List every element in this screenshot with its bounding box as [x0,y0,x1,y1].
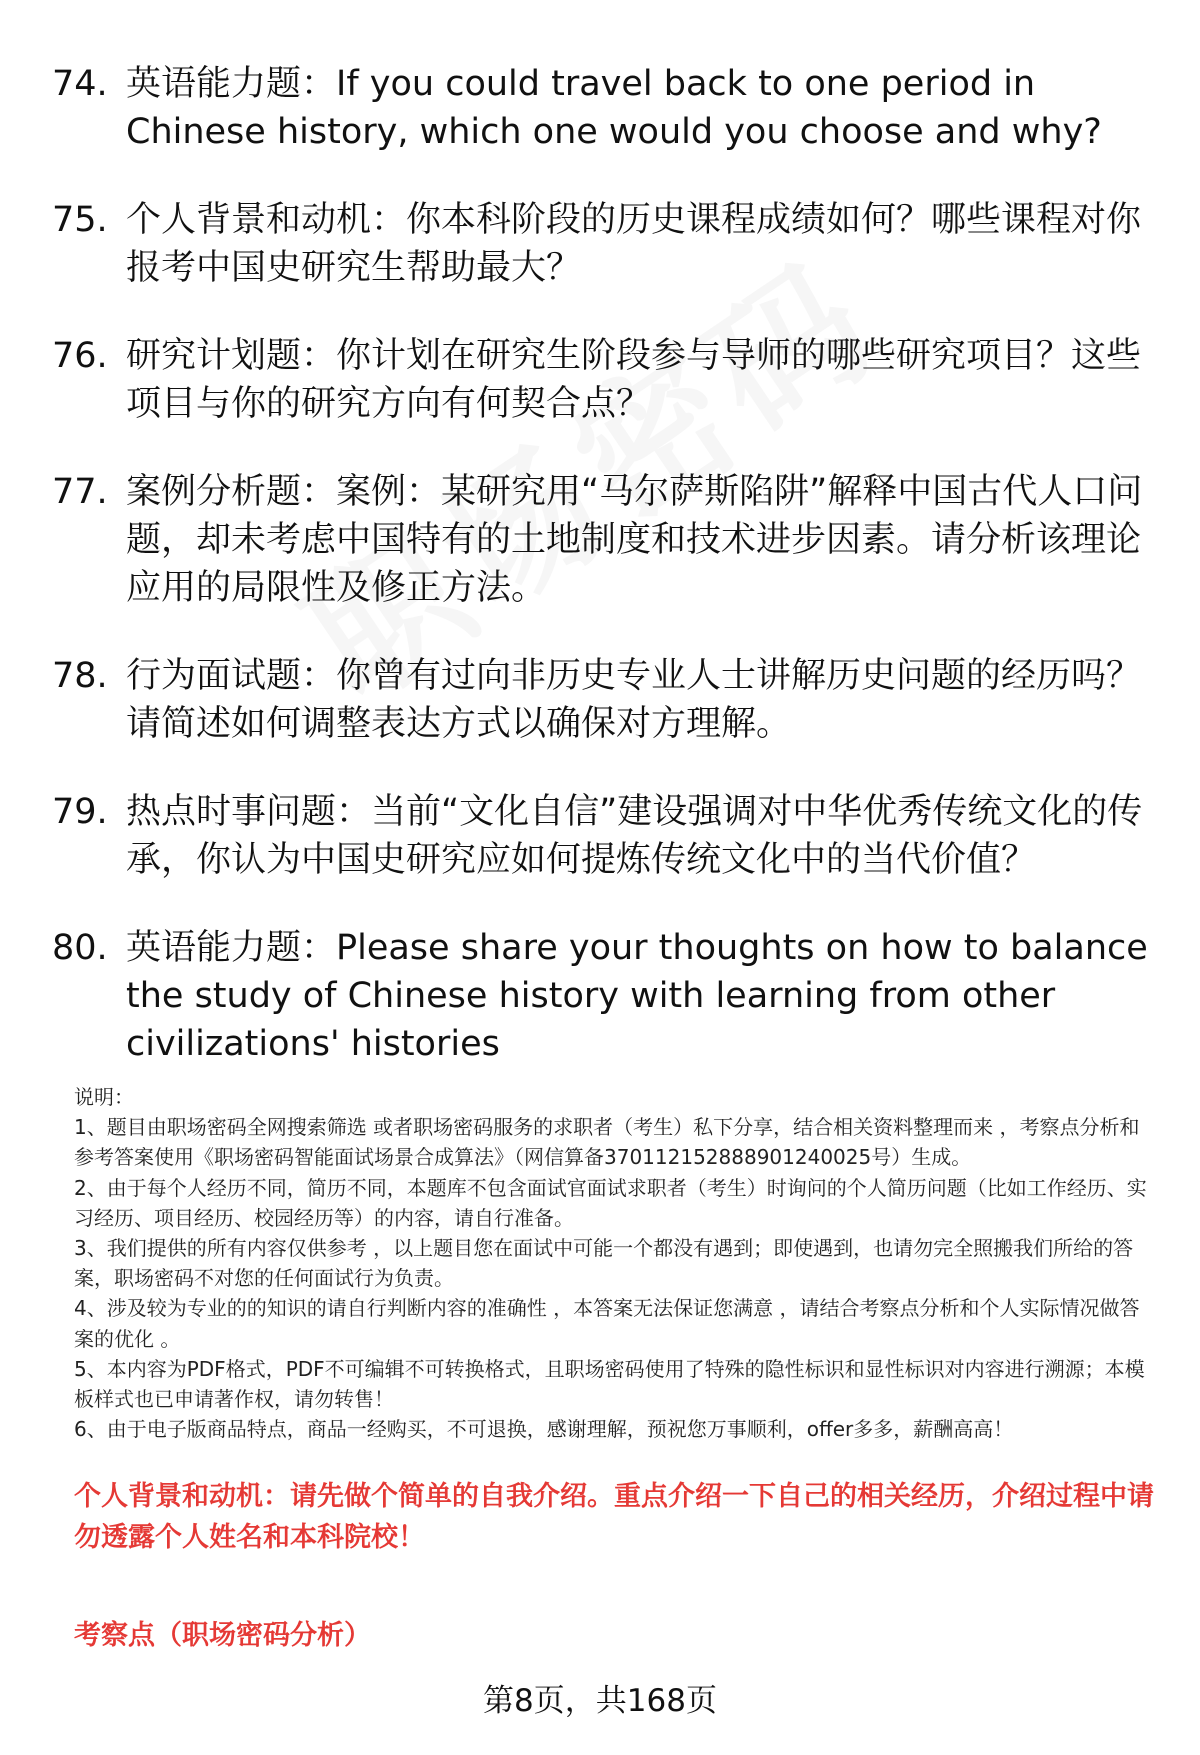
question-item [52,60,1152,156]
question-item [52,924,1152,1068]
question-item [52,788,1152,884]
question-text: 个人背景和动机：你本科阶段的历史课程成绩如何？哪些课程对你报考中国史研究生帮助最大？ [126,200,1142,288]
question-number: 76. [52,336,108,376]
question-number: 78. [52,656,108,696]
question-item [52,652,1152,748]
notes-section [74,1082,1154,1444]
question-text: 研究计划题：你计划在研究生阶段参与导师的哪些研究项目？这些项目与你的研究方向有何契合点？ [126,336,1142,424]
note-item: 4、涉及较为专业的的知识的请自行判断内容的准确性 ，本答案无法保证您满意 ，请结合考察点分析和个人实际情况做答案的优化 。 [74,1296,1140,1351]
question-list [52,60,1152,1108]
question-item [52,196,1152,292]
notes-title: 说明： [74,1085,134,1109]
question-text: 热点时事问题：当前“文化自信”建设强调对中华优秀传统文化的传承，你认为中国史研究应如何提炼传统文化中的当代价值？ [126,792,1143,880]
note-item: 3、我们提供的所有内容仅供参考 ，以上题目您在面试中可能一个都没有遇到；即使遇到，也请勿完全照搬我们所给的答案，职场密码不对您的任何面试行为负责。 [74,1236,1134,1291]
question-item [52,332,1152,428]
question-text: 行为面试题：你曾有过向非历史专业人士讲解历史问题的经历吗？请简述如何调整表达方式以确保对方理解。 [126,656,1142,744]
question-number: 77. [52,472,108,512]
question-text: 英语能力题：Please share your thoughts on how to balance the study of Chinese history with learning from other civilizations' histories [126,928,1148,1064]
highlight-question: 个人背景和动机：请先做个简单的自我介绍。重点介绍一下自己的相关经历，介绍过程中请勿透露个人姓名和本科院校！ [74,1481,1154,1553]
note-item: 2、由于每个人经历不同，简历不同，本题库不包含面试官面试求职者（考生）时询问的个人简历问题（比如工作经历、实习经历、项目经历、校园经历等）的内容，请自行准备。 [74,1175,1147,1230]
question-number: 75. [52,200,108,240]
highlight-heading: 考察点（职场密码分析） [74,1620,371,1651]
question-number: 80. [52,928,108,968]
page-footer: 第8页，共168页 [483,1683,717,1719]
question-text: 英语能力题：If you could travel back to one period in Chinese history, which one would you choose and why? [126,64,1102,152]
note-item: 1、题目由职场密码全网搜索筛选 或者职场密码服务的求职者（考生）私下分享，结合相关资料整理而来 ，考察点分析和参考答案使用《职场密码智能面试场景合成算法》（网信算备370112152888901240025号）生成。 [74,1115,1140,1170]
question-item [52,468,1152,612]
note-item: 6、由于电子版商品特点，商品一经购买，不可退换，感谢理解，预祝您万事顺利，offer多多，薪酬高高！ [74,1417,1014,1442]
question-number: 79. [52,792,108,832]
note-item: 5、本内容为PDF格式，PDF不可编辑不可转换格式，且职场密码使用了特殊的隐性标识和显性标识对内容进行溯源；本模板样式也已申请著作权，请勿转售！ [74,1356,1145,1412]
question-number: 74. [52,64,108,104]
question-text: 案例分析题：案例：某研究用“马尔萨斯陷阱”解释中国古代人口问题，却未考虑中国特有的土地制度和技术进步因素。请分析该理论应用的局限性及修正方法。 [126,472,1143,608]
